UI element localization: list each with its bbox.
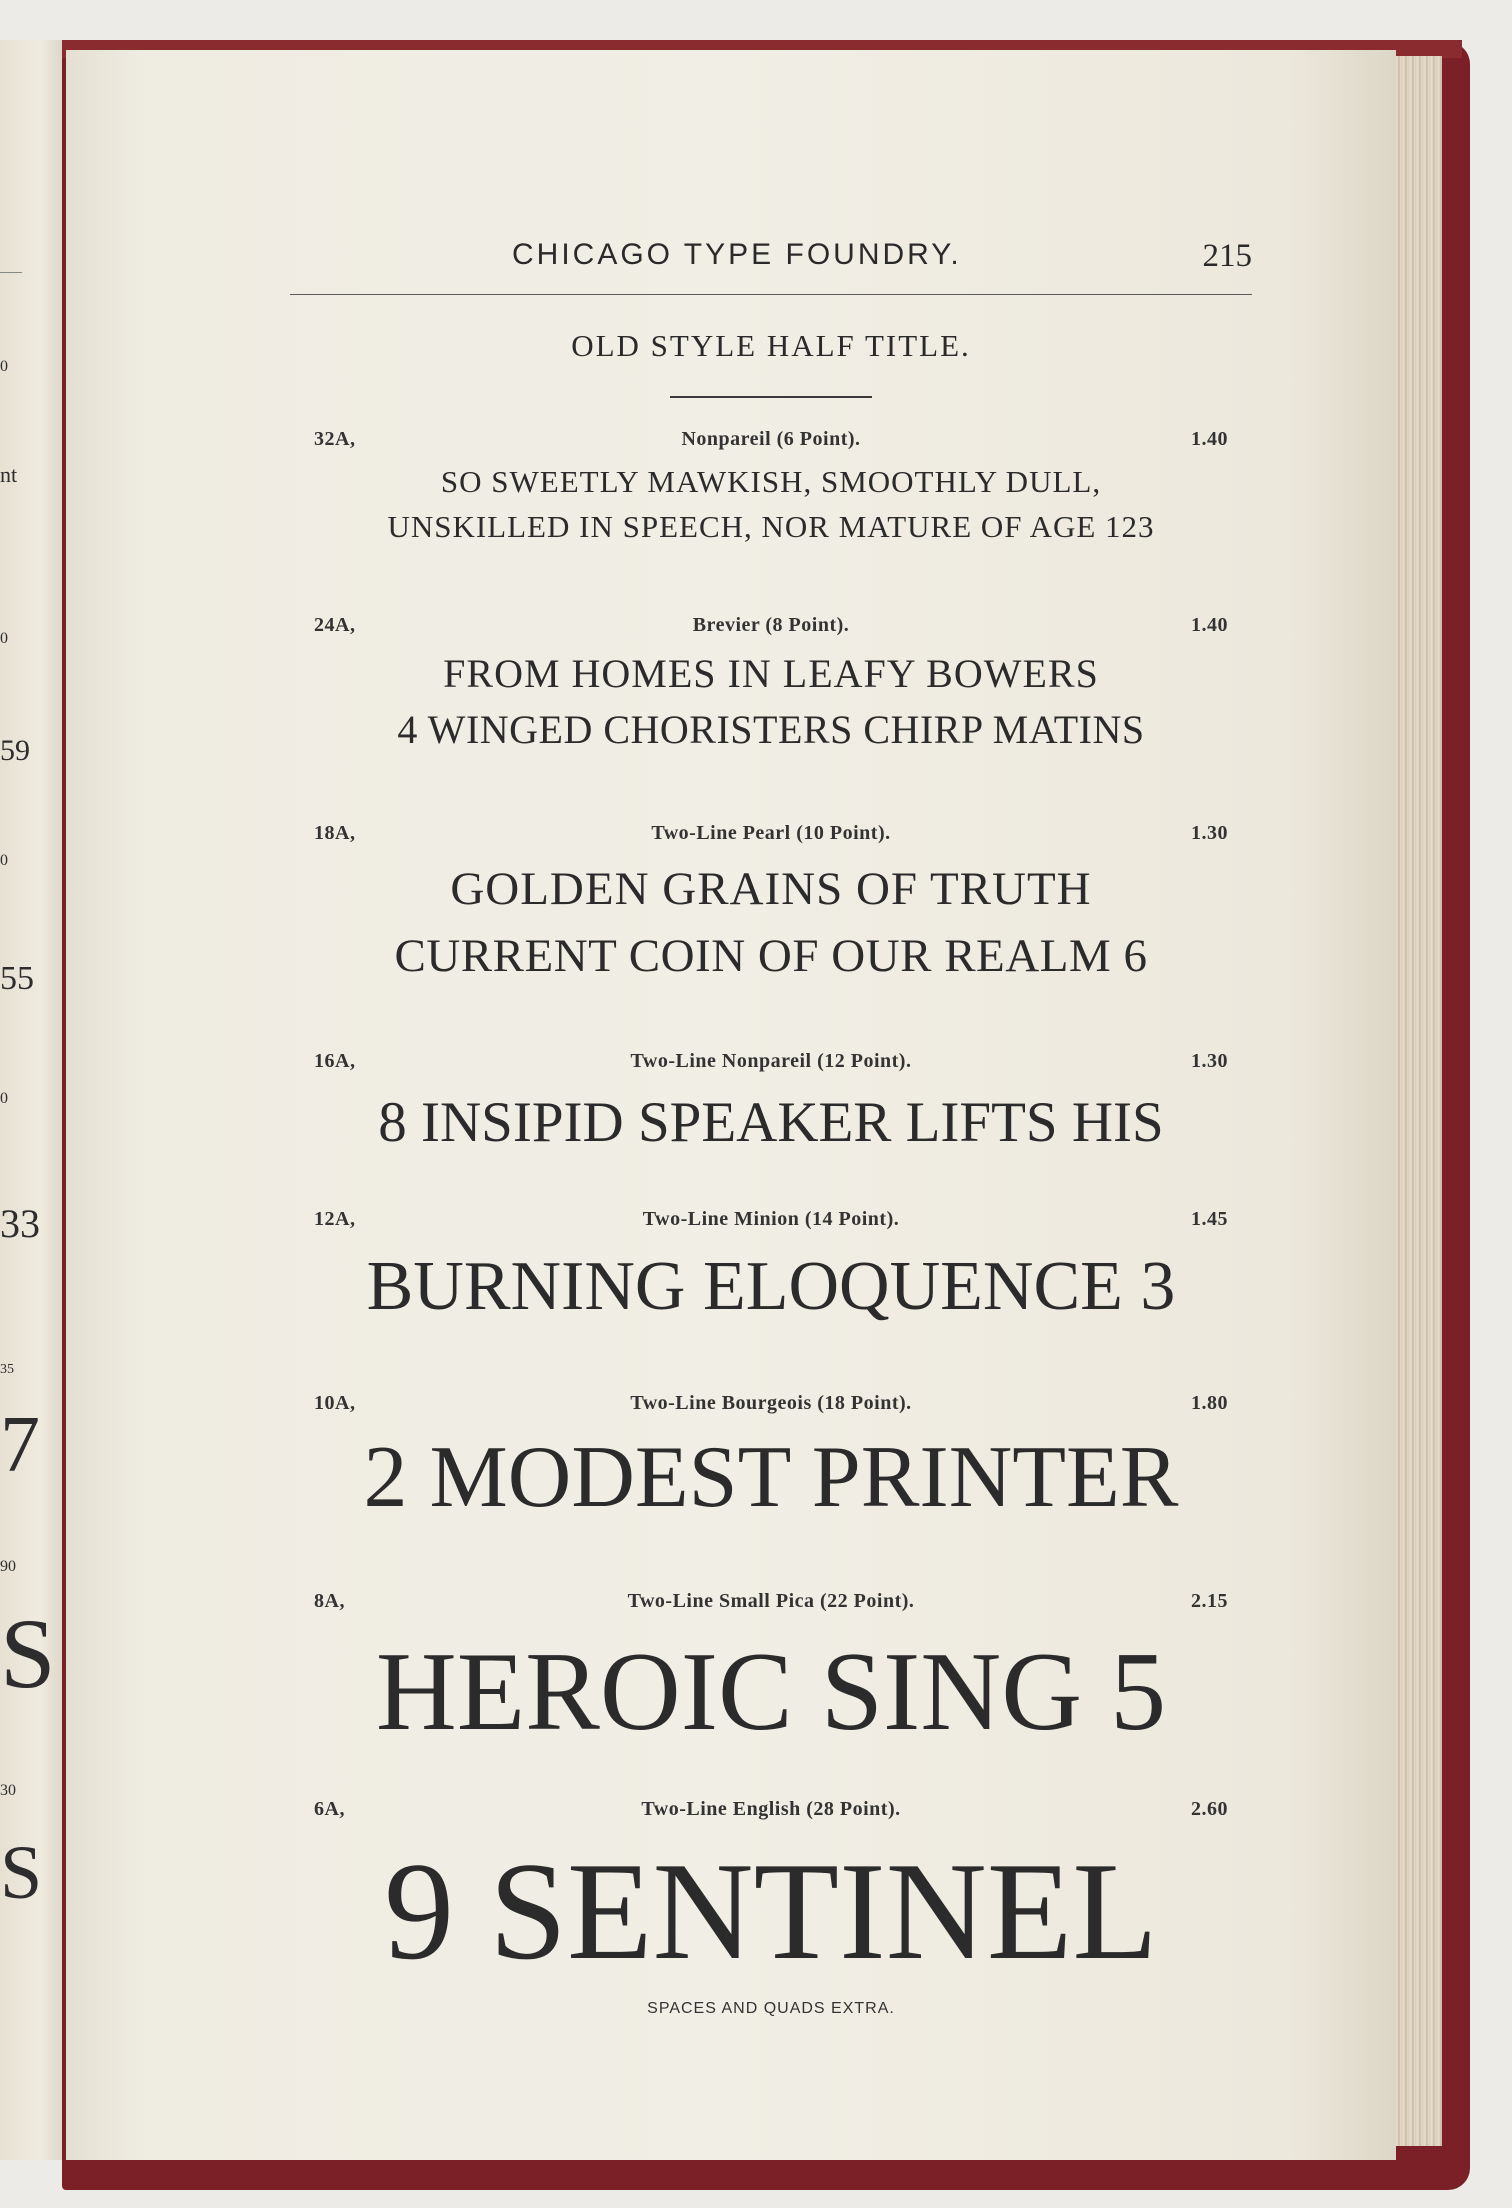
specimen-line: SO SWEETLY MAWKISH, SMOOTHLY DULL, [440,464,1102,499]
specimen-two-line-bourgeois [290,1392,1252,1526]
specimen-two-line-small-pica [290,1590,1252,1754]
specimen-meta [290,1208,1252,1238]
specimen-meta [290,1798,1252,1828]
specimen-quantity: 10A, [314,1392,356,1414]
specimen-price: 1.40 [1191,428,1228,450]
specimen-quantity: 12A, [314,1208,356,1230]
left-fragment: 0 [0,358,8,375]
left-fragment: 0 [0,852,8,869]
specimen-meta [290,1050,1252,1080]
left-fragment: 30 [0,1782,16,1799]
specimen-meta [290,1590,1252,1620]
specimen-two-line-minion [290,1208,1252,1325]
specimen-line: CURRENT COIN OF OUR REALM 6 [394,930,1148,982]
specimen-line: 8 INSIPID SPEAKER LIFTS HIS [378,1091,1164,1154]
specimen-two-line-pearl [290,822,1252,980]
specimen-line: UNSKILLED IN SPEECH, NOR MATURE OF AGE 123 [387,509,1155,544]
specimen-price: 2.15 [1191,1590,1228,1612]
left-fragment: 7 [0,1401,40,1489]
left-fragment: S [0,1831,43,1915]
specimen-line: 4 WINGED CHORISTERS CHIRP MATINS [397,707,1145,752]
header-rule [290,294,1252,295]
left-fragment: nt [0,462,18,487]
left-fragment: 0 [0,630,8,647]
left-facing-page [0,40,70,2160]
running-head: CHICAGO TYPE FOUNDRY. [512,238,962,271]
page-number: 215 [1202,238,1252,274]
specimen-line: HEROIC SING 5 [375,1630,1167,1754]
specimen-size-name: Two-Line Minion (14 Point). [642,1208,900,1230]
specimen-line: FROM HOMES IN LEAFY BOWERS [443,651,1099,696]
left-fragment: 33 [0,1201,40,1246]
specimen-meta [290,614,1252,644]
specimen-price: 1.40 [1191,614,1228,636]
left-fragment: S [0,1598,56,1709]
footer-note: SPACES AND QUADS EXTRA. [647,2000,895,2017]
left-fragment: 35 [0,1362,14,1377]
title-rule [670,396,872,398]
specimen-size-name: Two-Line Pearl (10 Point). [651,822,891,844]
specimen-quantity: 32A, [314,428,356,450]
specimen-quantity: 18A, [314,822,356,844]
specimen-price: 2.60 [1191,1798,1228,1820]
specimen-quantity: 16A, [314,1050,356,1072]
specimen-two-line-english [290,1798,1252,1989]
specimen-size-name: Brevier (8 Point). [692,614,850,636]
specimen-quantity: 6A, [314,1798,345,1820]
specimen-nonpareil [290,428,1252,542]
specimen-line: BURNING ELOQUENCE 3 [366,1248,1176,1325]
specimen-price: 1.45 [1191,1208,1228,1230]
specimen-line: 9 SENTINEL [384,1834,1158,1989]
book-page [66,50,1396,2160]
specimen-price: 1.80 [1191,1392,1228,1414]
specimen-meta [290,1392,1252,1422]
specimen-size-name: Two-Line Nonpareil (12 Point). [630,1050,912,1072]
specimen-price: 1.30 [1191,1050,1228,1072]
specimen-line: 2 MODEST PRINTER [363,1429,1179,1526]
specimen-meta [290,822,1252,852]
specimen-size-name: Two-Line English (28 Point). [641,1798,901,1820]
left-fragment: 0 [0,1090,8,1107]
specimen-price: 1.30 [1191,822,1228,844]
specimen-size-name: Two-Line Bourgeois (18 Point). [630,1392,912,1414]
specimen-two-line-nonpareil [290,1050,1252,1154]
left-fragment: 55 [0,960,34,997]
specimen-meta [290,428,1252,458]
page-header [290,230,1252,286]
left-page-rule [0,272,22,273]
section-title: OLD STYLE HALF TITLE. [571,328,971,363]
specimen-line: GOLDEN GRAINS OF TRUTH [450,863,1092,915]
specimen-size-name: Two-Line Small Pica (22 Point). [627,1590,915,1612]
specimen-quantity: 24A, [314,614,356,636]
specimen-quantity: 8A, [314,1590,345,1612]
specimen-size-name: Nonpareil (6 Point). [681,428,861,450]
left-fragment: 59 [0,734,30,767]
left-fragment: 90 [0,1558,16,1575]
specimen-brevier [290,614,1252,750]
